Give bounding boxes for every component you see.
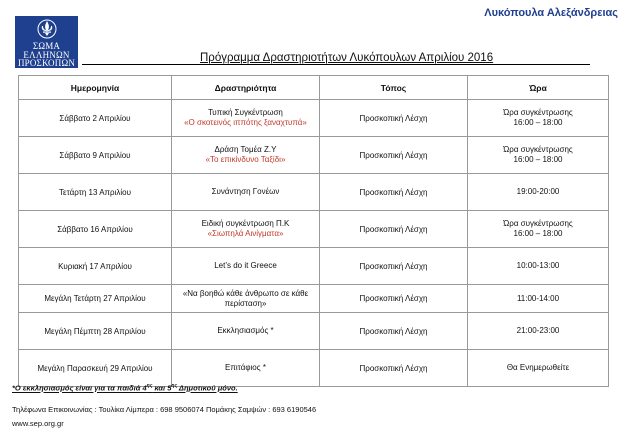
activity-cell: [172, 174, 320, 211]
website-link[interactable]: www.sep.org.gr: [12, 419, 64, 428]
scout-logo: [15, 16, 78, 68]
footnote-text-3: Δημοτικού μόνο.: [177, 383, 238, 393]
time-cell: [468, 137, 609, 174]
footnote: [12, 383, 238, 393]
date-cell: Κυριακή 17 Απριλίου: [19, 248, 172, 285]
event-name: Εκκλησιασμός *: [217, 326, 274, 335]
date-cell: Μεγάλη Τετάρτη 27 Απριλίου: [19, 285, 172, 313]
logo-line-3: ΠΡΟΣΚΟΠΩΝ: [17, 58, 76, 68]
time-cell: [468, 350, 609, 387]
program-title: Πρόγραμμα Δραστηριοτήτων Λυκόπουλων Απριλίου 2016: [200, 52, 494, 64]
activity-cell: [172, 211, 320, 248]
place-cell: Προσκοπική Λέσχη: [320, 100, 468, 137]
event-subtitle: «Το επικίνδυνο Ταξίδι»: [205, 155, 286, 164]
place-cell: Προσκοπική Λέσχη: [320, 248, 468, 285]
event-name: «Να βοηθώ κάθε άνθρωπο σε κάθε περίσταση»: [182, 288, 309, 308]
table-row: [19, 211, 609, 248]
date-cell: Μεγάλη Παρασκευή 29 Απριλίου: [19, 350, 172, 387]
time-range: 21:00-23:00: [516, 326, 560, 335]
footnote-sup-2: ης: [171, 383, 178, 389]
time-range: 16:00 – 18:00: [513, 155, 563, 164]
time-label: Ώρα συγκέντρωσης: [503, 145, 573, 154]
time-range: 10:00-13:00: [516, 261, 560, 270]
place-cell: Προσκοπική Λέσχη: [320, 174, 468, 211]
logo-line-2: ΕΛΛΗΝΩΝ: [23, 49, 70, 60]
activity-cell: [172, 350, 320, 387]
time-range: 16:00 – 18:00: [513, 229, 563, 238]
header-time: Ώρα: [468, 76, 609, 100]
activity-cell: [172, 285, 320, 313]
time-range: 19:00-20:00: [516, 187, 560, 196]
event-name: Τυπική Συγκέντρωση: [208, 108, 283, 117]
date-cell: Σάββατο 9 Απριλίου: [19, 137, 172, 174]
time-cell: [468, 100, 609, 137]
footnote-sup-1: ης: [146, 383, 153, 389]
time-cell: [468, 313, 609, 350]
table-row: [19, 100, 609, 137]
event-name: Συνάντηση Γονέων: [211, 187, 280, 196]
time-label: Ώρα συγκέντρωσης: [503, 219, 573, 228]
logo-org-name: [17, 42, 76, 68]
table-row: [19, 174, 609, 211]
date-cell: Μεγάλη Πέμπτη 28 Απριλίου: [19, 313, 172, 350]
event-name: Ειδική συγκέντρωση Π.Κ: [201, 219, 290, 228]
contact-info: Τηλέφωνα Επικοινωνίας : Τουλίκα Λίμπερα : 698 9506074 Πομάκης Σαμψών : 693 6190546: [12, 405, 317, 414]
time-cell: [468, 211, 609, 248]
time-cell: [468, 174, 609, 211]
date-cell: Σάββατο 16 Απριλίου: [19, 211, 172, 248]
place-cell: Προσκοπική Λέσχη: [320, 137, 468, 174]
table-row: [19, 248, 609, 285]
footnote-text-2: και 5: [152, 383, 172, 393]
place-cell: Προσκοπική Λέσχη: [320, 211, 468, 248]
header-activity: Δραστηριότητα: [172, 76, 320, 100]
event-subtitle: «Ο σκοτεινός ιππότης ξαναχτυπά»: [184, 118, 307, 127]
event-subtitle: «Σιωπηλά Αινίγματα»: [207, 229, 284, 238]
table-row: [19, 285, 609, 313]
place-cell: Προσκοπική Λέσχη: [320, 350, 468, 387]
date-cell: Τετάρτη 13 Απριλίου: [19, 174, 172, 211]
header-date: Ημερομηνία: [19, 76, 172, 100]
activity-cell: [172, 248, 320, 285]
event-name: Let’s do it Greece: [214, 261, 277, 270]
place-cell: Προσκοπική Λέσχη: [320, 285, 468, 313]
event-name: Δράση Τομέα Ζ.Υ: [214, 145, 277, 154]
time-label: Ώρα συγκέντρωσης: [503, 108, 573, 117]
table-row: [19, 313, 609, 350]
table-row: [19, 350, 609, 387]
place-cell: Προσκοπική Λέσχη: [320, 313, 468, 350]
event-name: Επιτάφιος *: [225, 363, 266, 372]
schedule-table: [18, 75, 609, 387]
activity-cell: [172, 313, 320, 350]
table-header-row: [19, 76, 609, 100]
time-cell: [468, 248, 609, 285]
activity-cell: [172, 100, 320, 137]
time-range: 16:00 – 18:00: [513, 118, 563, 127]
date-cell: Σάββατο 2 Απριλίου: [19, 100, 172, 137]
time-range: Θα Ενημερωθείτε: [506, 363, 570, 372]
time-range: 11:00-14:00: [516, 293, 560, 303]
activity-cell: [172, 137, 320, 174]
title-divider: [82, 64, 590, 65]
footnote-text-1: *Ο εκκλησιασμός είναι για τα παιδιά 4: [12, 383, 147, 393]
table-row: [19, 137, 609, 174]
logo-line-1: ΣΩΜΑ: [32, 41, 61, 51]
time-cell: [468, 285, 609, 313]
troop-title: Λυκόπουλα Αλεξάνδρειας: [484, 7, 618, 19]
scout-fleur-de-lis-icon: [36, 19, 58, 39]
header-place: Τόπος: [320, 76, 468, 100]
